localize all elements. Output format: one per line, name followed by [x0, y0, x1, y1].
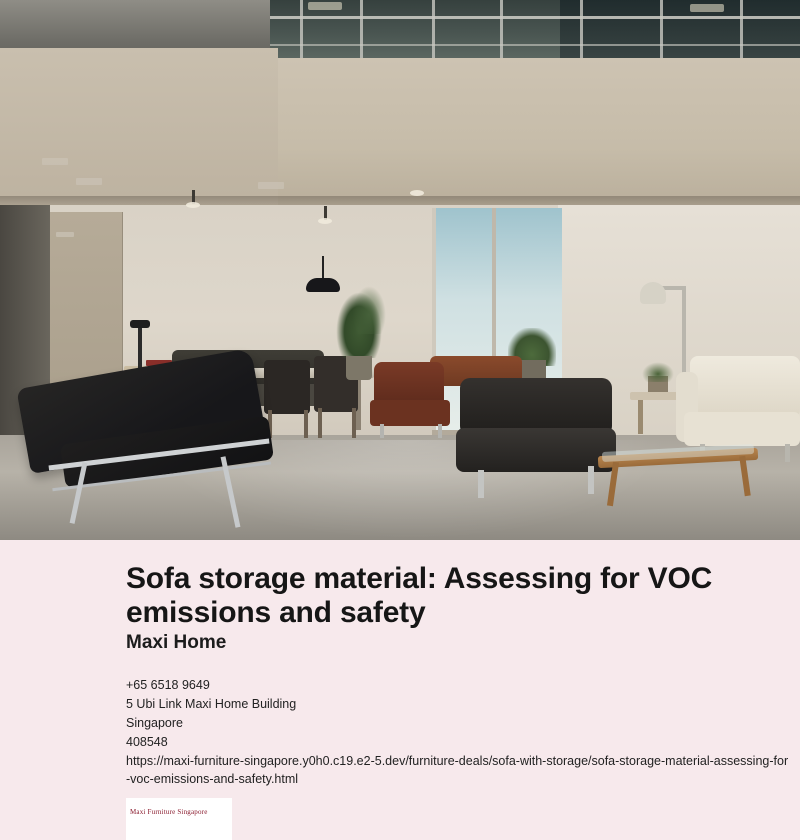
footer-logo: [126, 798, 232, 840]
railing-post: [360, 0, 363, 60]
railing-post: [660, 0, 663, 60]
contact-block: [126, 676, 790, 788]
table-lamp-pole: [138, 326, 142, 370]
spot-light: [410, 190, 424, 196]
mezzanine-railing-lower: [270, 44, 800, 46]
ceiling-panel: [76, 178, 102, 185]
spot-light: [318, 218, 332, 224]
ceiling-light: [308, 2, 342, 10]
pendant-lamp-shade: [306, 278, 340, 292]
spot-light: [186, 202, 200, 208]
armchair-leg: [478, 470, 484, 498]
railing-post: [580, 0, 583, 60]
mezzanine-glass-right: [560, 0, 800, 58]
potted-plant-pot: [346, 356, 372, 380]
table-lamp-shade: [130, 320, 150, 328]
railing-post: [432, 0, 435, 60]
phone-number: +65 6518 9649: [126, 678, 210, 692]
page-url[interactable]: https://maxi-furniture-singapore.y0h0.c19.e2-5.dev/furniture-deals/sofa-with-storage/sofa-storage-material-assessing-for-voc-emissions-and-safety.html: [126, 754, 789, 786]
upper-wall-left: [0, 48, 278, 208]
brown-armchair-seat: [370, 400, 450, 426]
address-line-1: 5 Ubi Link Maxi Home Building: [126, 697, 297, 711]
small-plant-leaves: [642, 362, 674, 382]
railing-post: [740, 0, 743, 60]
footer-logo-text: Maxi Furniture Singapore: [130, 808, 208, 816]
dining-chair-legs: [318, 408, 356, 438]
article-info-panel: [0, 540, 800, 840]
potted-plant-leaves: [352, 286, 386, 334]
ceiling-panel: [42, 158, 68, 165]
brand-name: Maxi Home: [126, 632, 227, 653]
floor-lamp-shade: [640, 282, 666, 304]
side-table-leg: [638, 400, 643, 434]
mezzanine-railing: [270, 16, 800, 19]
brown-armchair-legs: [380, 424, 442, 438]
cream-sofa-back: [690, 356, 800, 418]
dining-chair-legs: [268, 410, 308, 438]
armchair-leg: [588, 466, 594, 494]
ceiling-panel: [56, 232, 74, 237]
ceiling-light: [690, 4, 724, 12]
dining-chair: [264, 360, 310, 414]
ceiling-panel: [258, 182, 284, 189]
cream-sofa-seat: [684, 412, 800, 446]
railing-post: [300, 0, 303, 60]
postal-code: 408548: [126, 735, 168, 749]
railing-post: [500, 0, 503, 60]
address-line-2: Singapore: [126, 716, 183, 730]
page-title: Sofa storage material: Assessing for VOC emissions and safety: [126, 562, 713, 629]
